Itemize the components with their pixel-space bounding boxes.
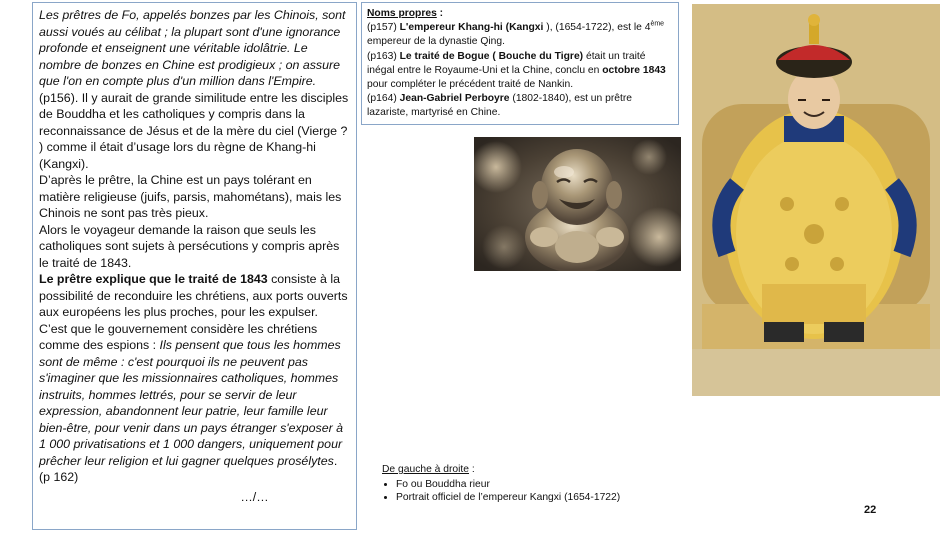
entry-ref: (p164) (367, 93, 400, 105)
entry-perboyre (367, 92, 673, 120)
p5-quote: Ils pensent que tous les hommes sont de même : c'est pourquoi ils ne peuvent pas s'imaginer que les missionnaires catholiques, hommes instruits, hommes lettrés, pour se servir de leur expression, abandonnent leur patrie, leur famille leur bien-être, pour venir dans un pays étranger s'exposer à 1 000 privatisations et 1 000 dangers, uniquement pour prêcher leur religion et lui gagner quelques prosélytes (39, 338, 344, 468)
entry-sup: ème (650, 20, 665, 28)
entry-text: (1802-1840), est un prêtre lazariste, martyrisé en Chine. (367, 93, 633, 119)
image-caption (382, 463, 682, 505)
entry-kangxi (367, 21, 673, 49)
entry-text: pour compléter le précédent traité de Nankin. (367, 79, 574, 91)
paragraph-3: Alors le voyageur demande la raison que seuls les catholiques sont sujets à persécutions y compris après le traité de 1843. (39, 222, 340, 270)
p1-text: (p156). Il y aurait de grande similitude entre les disciples de Bouddha et les catholiques y compris dans la reconnaissance de Jésus et de la mère du ciel (Vierge ? ) comme il était d’usage lors du règne de Khang-hi (Kangxi). (39, 90, 349, 171)
caption-colon: : (469, 464, 475, 475)
main-text-box (32, 2, 357, 530)
caption-list (382, 478, 682, 505)
paragraph-5 (39, 321, 350, 486)
entry-name: L'empereur Khang-hi (Kangxi (399, 22, 547, 34)
laughing-buddha-photo (474, 137, 681, 271)
entry-date: octobre 1843 (602, 64, 666, 76)
entry-ref: (p163) (367, 50, 400, 62)
caption-heading (382, 463, 682, 477)
caption-item: • Portrait officiel de l’empereur Kangxi (1654-1722) (396, 491, 682, 505)
heading-label: Noms propres (367, 8, 437, 19)
entry-text: empereur de la dynastie Qing. (367, 36, 505, 48)
p1-quote: Les prêtres de Fo, appelés bonzes par les Chinois, sont aussi voués au célibat ; la plupart sont d'une ignorance profonde et enseignent une véritable idolâtrie. Le nombre de bonzes en Chine est prodigieux ; on assure que l'on en compte plus d'un million dans l'Empire. (39, 8, 346, 88)
caption-heading-label: De gauche à droite (382, 464, 470, 475)
proper-names-box (361, 2, 679, 125)
p5-end: . (p 162) (39, 453, 338, 484)
continuation-mark: …/… (240, 489, 269, 504)
entry-name: Jean-Gabriel Perboyre (399, 93, 510, 105)
paragraph-4 (39, 271, 350, 321)
heading-colon: : (436, 8, 444, 19)
entry-text: ), (1654-1722), est le 4 (546, 22, 651, 34)
caption-item: • Fo ou Bouddha rieur (396, 478, 682, 492)
proper-names-heading (367, 7, 673, 21)
entry-ref: (p157) (367, 22, 400, 34)
entry-name: Le traité de Bogue ( Bouche du Tigre) (399, 50, 584, 62)
entry-text: était un traité inégal entre le Royaume-Uni et la Chine, conclu en (367, 50, 646, 76)
p4-text: consiste à la possibilité de reconduire les chrétiens, aux ports ouverts aux européens les plus proches, pour les expulser. (39, 272, 348, 319)
p4-bold: Le prêtre explique que le traité de 1843 (39, 272, 268, 286)
entry-bogue (367, 50, 673, 93)
paragraph-1 (39, 7, 350, 172)
paragraph-2: D’après le prêtre, la Chine est un pays tolérant en matière religieuse (juifs, parsis, mahométans), mais les Chinois ne sont pas très pieux. (39, 173, 342, 220)
page-number: 22 (864, 504, 877, 516)
emperor-kangxi-portrait (692, 4, 940, 396)
p5-text: C’est que le gouvernement considère les chrétiens comme des espions : (39, 321, 318, 352)
